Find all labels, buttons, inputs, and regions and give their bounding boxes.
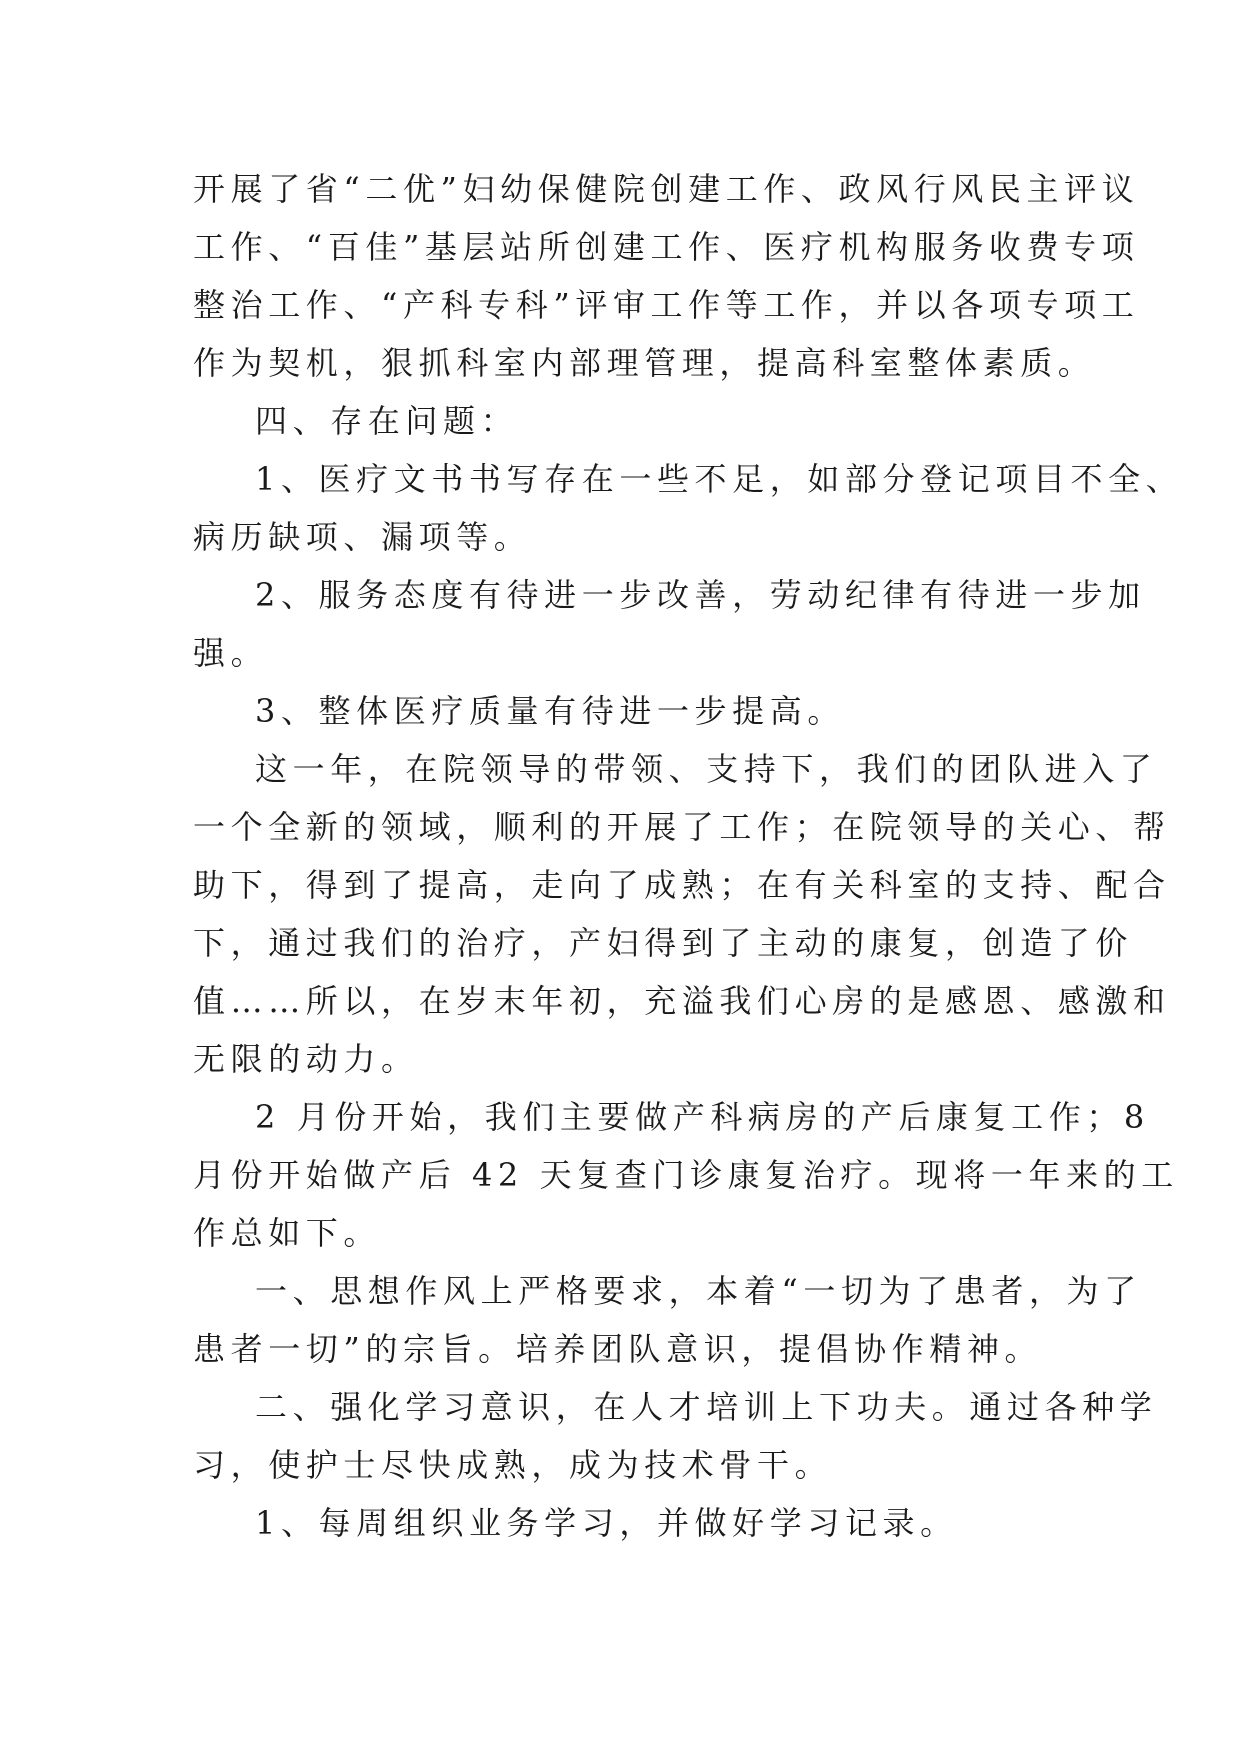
text-line: 整治工作、“产科专科”评审工作等工作，并以各项专项工	[193, 286, 1140, 324]
text-line: 1、每周组织业务学习，并做好学习记录。	[255, 1504, 958, 1542]
text-line: 月份开始做产后 42 天复查门诊康复治疗。现将一年来的工	[193, 1156, 1179, 1194]
text-line: 作为契机，狠抓科室内部理管理，提高科室整体素质。	[193, 344, 1096, 382]
document-page	[193, 160, 1184, 1552]
text-line: 无限的动力。	[193, 1040, 419, 1078]
text-line: 开展了省“二优”妇幼保健院创建工作、政风行风民主评议	[193, 170, 1140, 208]
text-line: 下，通过我们的治疗，产妇得到了主动的康复，创造了价	[193, 924, 1134, 962]
text-line: 作总如下。	[193, 1214, 382, 1252]
section-heading: 四、存在问题：	[255, 402, 519, 440]
text-line: 助下，得到了提高，走向了成熟；在有关科室的支持、配合	[193, 866, 1171, 904]
text-line: 一、思想作风上严格要求，本着“一切为了患者，为了	[255, 1272, 1142, 1310]
text-line: 这一年，在院领导的带领、支持下，我们的团队进入了	[255, 750, 1158, 788]
text-line: 习，使护士尽快成熟，成为技术骨干。	[193, 1446, 833, 1484]
text-line: 二、强化学习意识，在人才培训上下功夫。通过各种学	[255, 1388, 1158, 1426]
text-line: 工作、“百佳”基层站所创建工作、医疗机构服务收费专项	[193, 228, 1140, 266]
text-line: 强。	[193, 634, 269, 672]
text-line: 2 月份开始，我们主要做产科病房的产后康复工作；8	[255, 1098, 1150, 1136]
text-line: 患者一切”的宗旨。培养团队意识，提倡协作精神。	[193, 1330, 1043, 1368]
text-line: 值……所以，在岁末年初，充溢我们心房的是感恩、感激和	[193, 982, 1171, 1020]
text-line: 3、整体医疗质量有待进一步提高。	[255, 692, 845, 730]
text-line: 1、医疗文书书写存在一些不足，如部分登记项目不全、	[255, 460, 1184, 498]
text-line: 一个全新的领域，顺利的开展了工作；在院领导的关心、帮	[193, 808, 1171, 846]
text-line: 2、服务态度有待进一步改善，劳动纪律有待进一步加	[255, 576, 1146, 614]
text-line: 病历缺项、漏项等。	[193, 518, 532, 556]
